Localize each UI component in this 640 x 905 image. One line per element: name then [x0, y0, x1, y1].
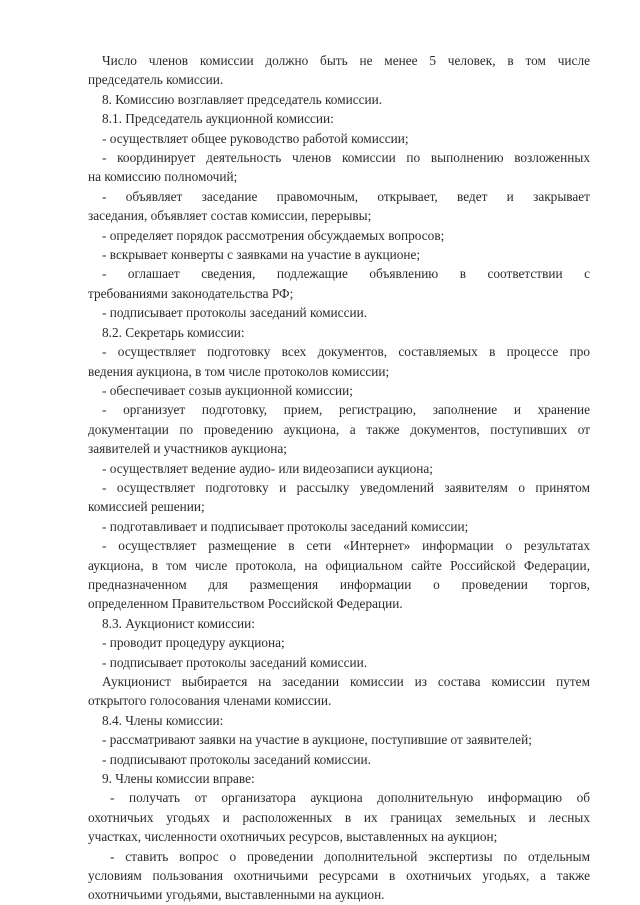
- text-line: на комиссию полномочий;: [88, 169, 238, 185]
- text-line: - рассматривают заявки на участие в аукционе, поступившие от заявителей;: [102, 732, 532, 748]
- text-line: 8.2. Секретарь комиссии:: [102, 324, 245, 340]
- text-line: - координирует деятельность членов комиссии по выполнению возложенных: [102, 150, 590, 166]
- text-line: ведения аукциона, в том числе протоколов комиссии;: [88, 363, 390, 379]
- text-line: - вскрывает конверты с заявками на участие в аукционе;: [102, 247, 421, 263]
- text-line: заявителей и участников аукциона;: [88, 441, 287, 457]
- text-line: - подписывает протоколы заседаний комиссии.: [102, 654, 368, 670]
- text-line: - объявляет заседание правомочным, открывает, ведет и закрывает: [102, 188, 590, 204]
- text-line: Аукционист выбирается на заседании комиссии из состава комиссии путем: [102, 674, 590, 689]
- text-line: - осуществляет ведение аудио- или видеозаписи аукциона;: [102, 460, 433, 476]
- text-line: 8. Комиссию возглавляет председатель комиссии.: [102, 91, 383, 107]
- text-line: - организует подготовку, прием, регистрацию, заполнение и хранение: [102, 402, 590, 418]
- text-line: заседания, объявляет состав комиссии, перерывы;: [88, 208, 372, 224]
- text-line: - осуществляет подготовку всех документов, составляемых в процессе про: [102, 344, 590, 360]
- text-line: - осуществляет размещение в сети «Интернет» информации о результатах: [102, 538, 590, 554]
- text-line: председатель комиссии.: [88, 72, 224, 88]
- text-line: открытого голосования членами комиссии.: [88, 693, 332, 709]
- text-line: аукциона, в том числе протокола, на официальном сайте Российской Федерации,: [88, 557, 590, 573]
- text-line: - определяет порядок рассмотрения обсуждаемых вопросов;: [102, 227, 445, 243]
- text-line: условиям пользования охотничьими ресурсами в охотничьих угодьях, а также: [88, 868, 590, 884]
- text-line: - получать от организатора аукциона дополнительную информацию об: [110, 790, 590, 806]
- text-line: - подписывает протоколы заседаний комиссии.: [102, 305, 368, 321]
- text-line: - подготавливает и подписывает протоколы заседаний комиссии;: [102, 518, 469, 534]
- document-body: [88, 51, 590, 905]
- text-line: 8.4. Члены комиссии:: [102, 712, 224, 728]
- text-line: - проводит процедуру аукциона;: [102, 635, 285, 651]
- text-line: документации по проведению аукциона, а также документов, поступивших от: [88, 421, 590, 437]
- text-line: 9. Члены комиссии вправе:: [102, 771, 255, 787]
- text-line: требованиями законодательства РФ;: [88, 285, 294, 301]
- text-line: Число членов комиссии должно быть не менее 5 человек, в том числе: [102, 53, 590, 68]
- text-line: участках, численности охотничьих ресурсов, выставленных на аукцион;: [88, 829, 498, 845]
- text-line: предназначенном для размещения информации о проведении торгов,: [88, 576, 590, 592]
- text-line: определенном Правительством Российской Федерации.: [88, 596, 403, 612]
- text-line: 8.1. Председатель аукционной комиссии:: [102, 111, 334, 127]
- text-line: - обеспечивает созыв аукционной комиссии;: [102, 382, 353, 398]
- text-line: - осуществляет подготовку и рассылку уведомлений заявителям о принятом: [102, 479, 590, 495]
- text-line: охотничьих угодьях и расположенных в их границах земельных и лесных: [88, 809, 590, 825]
- text-line: охотничьими угодьями, выставленными на аукцион.: [88, 887, 385, 903]
- text-line: комиссией решении;: [88, 499, 205, 515]
- text-line: 8.3. Аукционист комиссии:: [102, 615, 255, 631]
- text-line: - подписывают протоколы заседаний комиссии.: [102, 751, 371, 767]
- text-line: - осуществляет общее руководство работой комиссии;: [102, 130, 409, 146]
- text-line: - оглашает сведения, подлежащие объявлению в соответствии с: [102, 266, 590, 282]
- text-line: - ставить вопрос о проведении дополнительной экспертизы по отдельным: [110, 848, 590, 864]
